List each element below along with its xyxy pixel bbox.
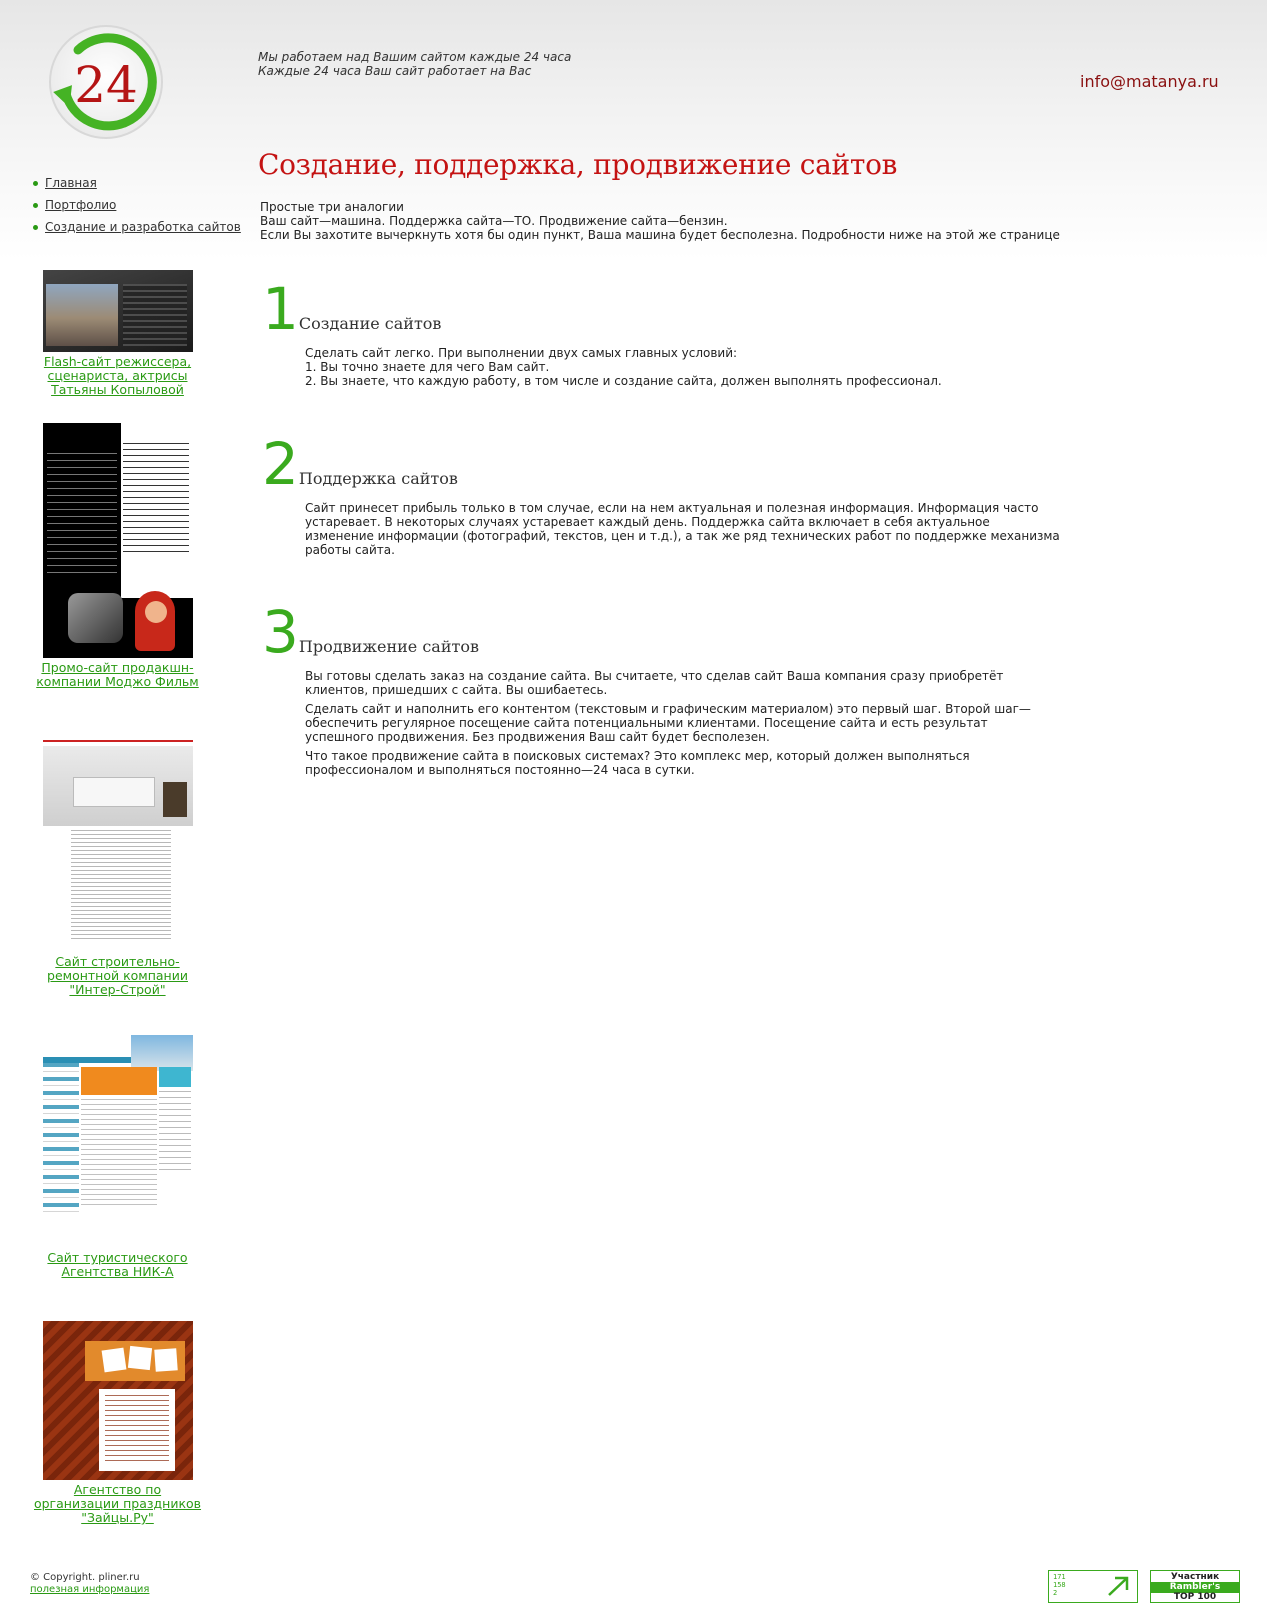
- section-title: Создание сайтов: [298, 314, 442, 333]
- section-number: 3: [262, 598, 299, 666]
- nav-link-home[interactable]: Главная: [45, 176, 97, 190]
- section-title: Поддержка сайтов: [298, 469, 458, 488]
- main-nav: [30, 176, 241, 242]
- rambler-line-2: Rambler's: [1151, 1582, 1239, 1593]
- nav-link-portfolio[interactable]: Портфолио: [45, 198, 117, 212]
- section-title: Продвижение сайтов: [298, 637, 479, 656]
- contact-email[interactable]: info@matanya.ru: [1080, 72, 1219, 91]
- bullet-icon: [33, 203, 38, 208]
- section-paragraph: Сделать сайт и наполнить его контентом (текстовым и графическим материалом) это первый шаг. Второй шаг—обеспечить регулярное посещение сайта потенциальными клиентами. Посещение сайта и есть результат успешного продвижения. Без продвижения Ваш сайт будет бесполезен.: [305, 702, 1031, 744]
- portfolio-item: [30, 423, 205, 689]
- bullet-icon: [33, 225, 38, 230]
- intro-text: [260, 200, 1060, 242]
- section-paragraph: 2. Вы знаете, что каждую работу, в том числе и создание сайта, должен выполнять профессионал.: [305, 374, 942, 388]
- portfolio-link-zaycy[interactable]: Агентство по организации праздников "Зайцы.Ру": [33, 1482, 202, 1525]
- page-title: Создание, поддержка, продвижение сайтов: [258, 148, 898, 181]
- section-creation: [262, 275, 442, 343]
- portfolio-link-inter-stroy[interactable]: Сайт строительно-ремонтной компании "Интер-Строй": [47, 954, 188, 997]
- useful-info-link[interactable]: полезная информация: [30, 1584, 150, 1595]
- portfolio-thumbnail-inter-stroy[interactable]: [43, 732, 193, 952]
- logo[interactable]: [38, 22, 173, 147]
- intro-line-2: Ваш сайт—машина. Поддержка сайта—ТО. Продвижение сайта—бензин.: [260, 214, 728, 228]
- bullet-icon: [33, 181, 38, 186]
- nav-item-home: [30, 176, 241, 198]
- section-number: 2: [262, 430, 299, 498]
- portfolio-item: [30, 732, 205, 997]
- section-support: [262, 430, 458, 498]
- logo-24-icon: [38, 22, 173, 147]
- section-paragraph: 1. Вы точно знаете для чего Вам сайт.: [305, 360, 550, 374]
- rambler-line-3: TOP 100: [1151, 1593, 1239, 1602]
- rambler-line-1: Участник: [1151, 1571, 1239, 1582]
- portfolio-thumbnail-nik-a[interactable]: [43, 1035, 193, 1248]
- portfolio-link-mojo[interactable]: Промо-сайт продакшн-компании Моджо Фильм: [36, 660, 199, 689]
- section-body: [305, 669, 1060, 782]
- section-body: [305, 501, 1060, 562]
- nav-link-web-development[interactable]: Создание и разработка сайтов: [45, 220, 241, 234]
- copyright: © Copyright. pliner.ru: [30, 1572, 140, 1583]
- portfolio-thumbnail-mojo[interactable]: [43, 423, 193, 658]
- section-paragraph: Сайт принесет прибыль только в том случае, если на нем актуальная и полезная информация. Информация часто устаревает. В некоторых случаях устаревает каждый день. Поддержка сайта включает в себя актуальное изменение информации (фотографий, текстов, цен и т.д.), а так же ряд технических работ по поддержке механизма работы сайта.: [305, 501, 1060, 557]
- footer: [30, 1572, 149, 1596]
- nav-item-web-development: [30, 220, 241, 242]
- section-body: [305, 346, 1060, 388]
- portfolio-item: [30, 1321, 205, 1525]
- tagline-line-2: Каждые 24 часа Ваш сайт работает на Вас: [258, 64, 532, 78]
- intro-line-1: Простые три аналогии: [260, 200, 404, 214]
- portfolio-thumbnail-zaycy[interactable]: [43, 1321, 193, 1480]
- svg-text:24: 24: [74, 56, 138, 114]
- section-paragraph: Что такое продвижение сайта в поисковых системах? Это комплекс мер, который должен выполняться профессионалом и выполняться постоянно—24 часа в сутки.: [305, 749, 970, 777]
- section-number: 1: [262, 275, 299, 343]
- section-paragraph: Сделать сайт легко. При выполнении двух самых главных условий:: [305, 346, 738, 360]
- tagline-line-1: Мы работаем над Вашим сайтом каждые 24 часа: [258, 50, 572, 64]
- portfolio-item: [30, 270, 205, 397]
- arrow-icon: [1107, 1575, 1131, 1597]
- visit-counter[interactable]: [1048, 1570, 1138, 1603]
- section-paragraph: Вы готовы сделать заказ на создание сайта. Вы считаете, что сделав сайт Ваша компания сразу приобретёт клиентов, пришедших с сайта. Вы ошибаетесь.: [305, 669, 1004, 697]
- rambler-top100-badge[interactable]: [1150, 1570, 1240, 1603]
- intro-line-3: Если Вы захотите вычеркнуть хотя бы один пункт, Ваша машина будет бесполезна. Подробности ниже на этой же странице: [260, 228, 1060, 242]
- portfolio-link-nik-a[interactable]: Сайт туристического Агентства НИК-А: [47, 1250, 188, 1279]
- counter-values: 171 158 2: [1053, 1573, 1066, 1597]
- section-promotion: [262, 598, 479, 666]
- nav-item-portfolio: [30, 198, 241, 220]
- portfolio-item: [30, 1035, 205, 1279]
- portfolio-thumbnail-kopylova[interactable]: [43, 270, 193, 352]
- tagline: [258, 50, 571, 78]
- portfolio-link-kopylova[interactable]: Flash-сайт режиссера, сценариста, актрисы Татьяны Копыловой: [43, 354, 192, 397]
